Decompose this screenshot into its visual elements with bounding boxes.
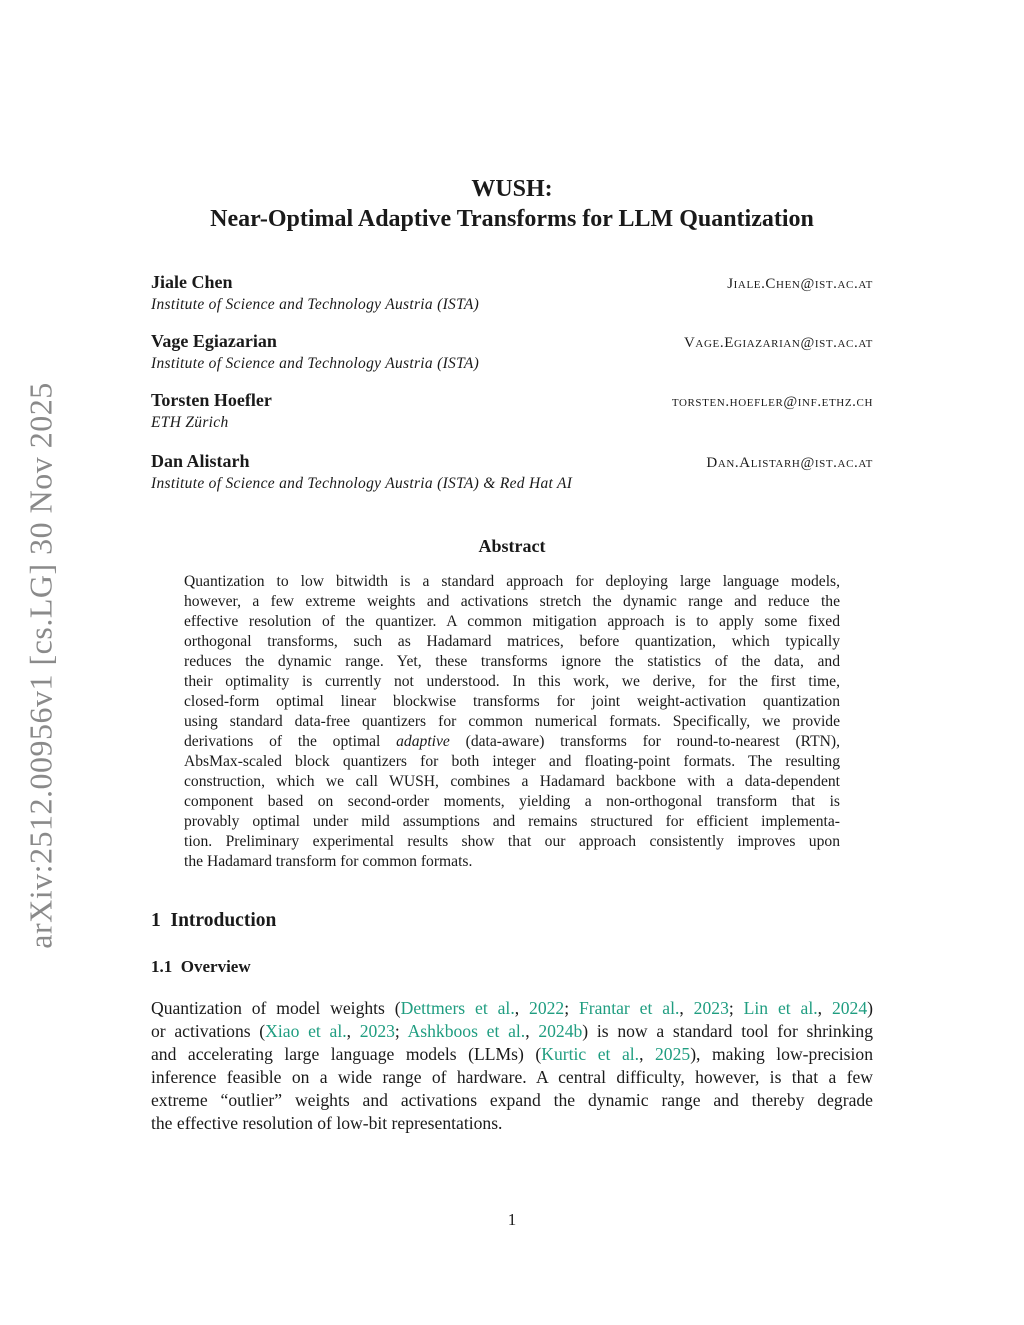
abstract-line: however, a few extreme weights and activations stretch the dynamic range and reduce the [184, 593, 840, 610]
page-number: 1 [507, 1210, 517, 1229]
abstract-body [184, 572, 840, 872]
subsection-number: 1.1 [151, 957, 173, 976]
arxiv-stamp-text: arXiv:2512.00956v1 [cs.LG] 30 Nov 2025 [22, 381, 59, 949]
abstract-line: reduces the dynamic range. Yet, these transforms ignore the statistics of the data, and [184, 653, 840, 670]
intro-line: or activations (Xiao et al., 2023; Ashkboos et al., 2024b) is now a standard tool for shrinking [151, 1021, 873, 1041]
abstract-line [184, 732, 840, 752]
abstract-line: Quantization to low bitwidth is a standard approach for deploying large language models, [184, 573, 840, 590]
citation-link[interactable]: Frantar et al. [578, 998, 680, 1018]
abstract-line: tion. Preliminary experimental results show that our approach consistently improves upon [184, 833, 840, 850]
abstract-heading: Abstract [478, 536, 546, 556]
abstract-line: component based on second-order moments, yielding a non-orthogonal transform that is [184, 793, 840, 810]
citation-year-link[interactable]: 2024b [538, 1021, 583, 1041]
author-affiliation: ETH Zürich [151, 414, 229, 431]
author-affiliation: Institute of Science and Technology Austria (ISTA) [151, 355, 480, 372]
citation-year-link[interactable]: 2024 [831, 998, 868, 1018]
citation-link[interactable]: Dettmers et al. [400, 998, 515, 1018]
author-name: Torsten Hoefler [151, 390, 272, 410]
paper-title-line-1: WUSH: [471, 176, 553, 202]
intro-line: the effective resolution of low-bit representations. [151, 1113, 503, 1133]
intro-text: and accelerating large language models (LLMs) ( [151, 1044, 542, 1064]
citation-year-link[interactable]: 2025 [655, 1044, 691, 1064]
subsection-heading [151, 957, 251, 977]
citation-link[interactable]: Ashkboos et al. [407, 1021, 526, 1041]
citation-year-link[interactable]: 2023 [693, 998, 729, 1018]
paper-title-line-2: Near-Optimal Adaptive Transforms for LLM Quantization [210, 206, 814, 232]
author-name: Dan Alistarh [151, 451, 250, 471]
section-number: 1 [151, 910, 161, 931]
author-block [151, 451, 873, 493]
author-block [151, 331, 873, 373]
arxiv-stamp [18, 370, 64, 960]
author-block [151, 390, 873, 432]
intro-text: ), making low-precision [690, 1044, 874, 1064]
abstract-line: using standard data-free quantizers for common numerical formats. Specifically, we provide [184, 713, 840, 730]
intro-line: extreme “outlier” weights and activations expand the dynamic range and thereby degrade [151, 1090, 873, 1110]
abstract-line: effective resolution of the quantizer. A common mitigation approach is to apply some fixed [184, 613, 840, 630]
citation-link[interactable]: Kurtic et al. [541, 1044, 640, 1064]
abstract-line: provably optimal under mild assumptions and remains structured for efficient implementa- [184, 813, 840, 830]
abstract-line: their optimality is currently not understood. In this work, we derive, for the first time, [184, 673, 840, 690]
abstract-line: construction, which we call WUSH, combines a Hadamard backbone with a data-dependent [184, 773, 840, 790]
author-email[interactable]: Jiale.Chen@ist.ac.at [727, 276, 873, 292]
author-email[interactable]: torsten.hoefler@inf.ethz.ch [671, 394, 873, 410]
abstract-emphasis: adaptive [396, 733, 450, 750]
citation-year-link[interactable]: 2022 [529, 998, 565, 1018]
author-name: Vage Egiazarian [151, 331, 277, 351]
intro-text: ) is now a standard tool for shrinking [582, 1021, 873, 1041]
intro-line: inference feasible on a wide range of hardware. A central difficulty, however, is that a few [151, 1067, 873, 1087]
citation-link[interactable]: Lin et al. [743, 998, 818, 1018]
author-affiliation: Institute of Science and Technology Austria (ISTA) [151, 296, 480, 313]
intro-text: Quantization of model weights ( [151, 998, 401, 1018]
author-email[interactable]: Vage.Egiazarian@ist.ac.at [684, 335, 873, 351]
intro-line: Quantization of model weights (Dettmers et al., 2022; Frantar et al., 2023; Lin et al., 2024) [151, 998, 873, 1018]
abstract-line: AbsMax-scaled block quantizers for both integer and floating-point formats. The resulting [184, 753, 840, 770]
abstract-text: (data-aware) transforms for round-to-nearest (RTN), [465, 733, 840, 750]
author-block [151, 272, 873, 314]
subsection-title: Overview [180, 957, 251, 976]
citation-link[interactable]: Xiao et al. [265, 1021, 347, 1041]
abstract-line: the Hadamard transform for common formats. [184, 853, 473, 870]
author-affiliation: Institute of Science and Technology Austria (ISTA) & Red Hat AI [151, 475, 573, 492]
author-name: Jiale Chen [151, 272, 233, 292]
abstract-line: closed-form optimal linear blockwise transforms for joint weight-activation quantization [184, 693, 840, 710]
citation-year-link[interactable]: 2023 [359, 1021, 395, 1041]
intro-text: or activations ( [151, 1021, 266, 1041]
section-title: Introduction [170, 910, 277, 931]
section-heading [151, 910, 276, 932]
intro-line: and accelerating large language models (LLMs) (Kurtic et al., 2025), making low-precision [151, 1044, 874, 1064]
author-email[interactable]: Dan.Alistarh@ist.ac.at [706, 455, 873, 471]
intro-paragraph [151, 997, 873, 1135]
abstract-line: orthogonal transforms, such as Hadamard matrices, before quantization, which typically [184, 633, 840, 650]
abstract-text: derivations of the optimal [184, 733, 381, 750]
